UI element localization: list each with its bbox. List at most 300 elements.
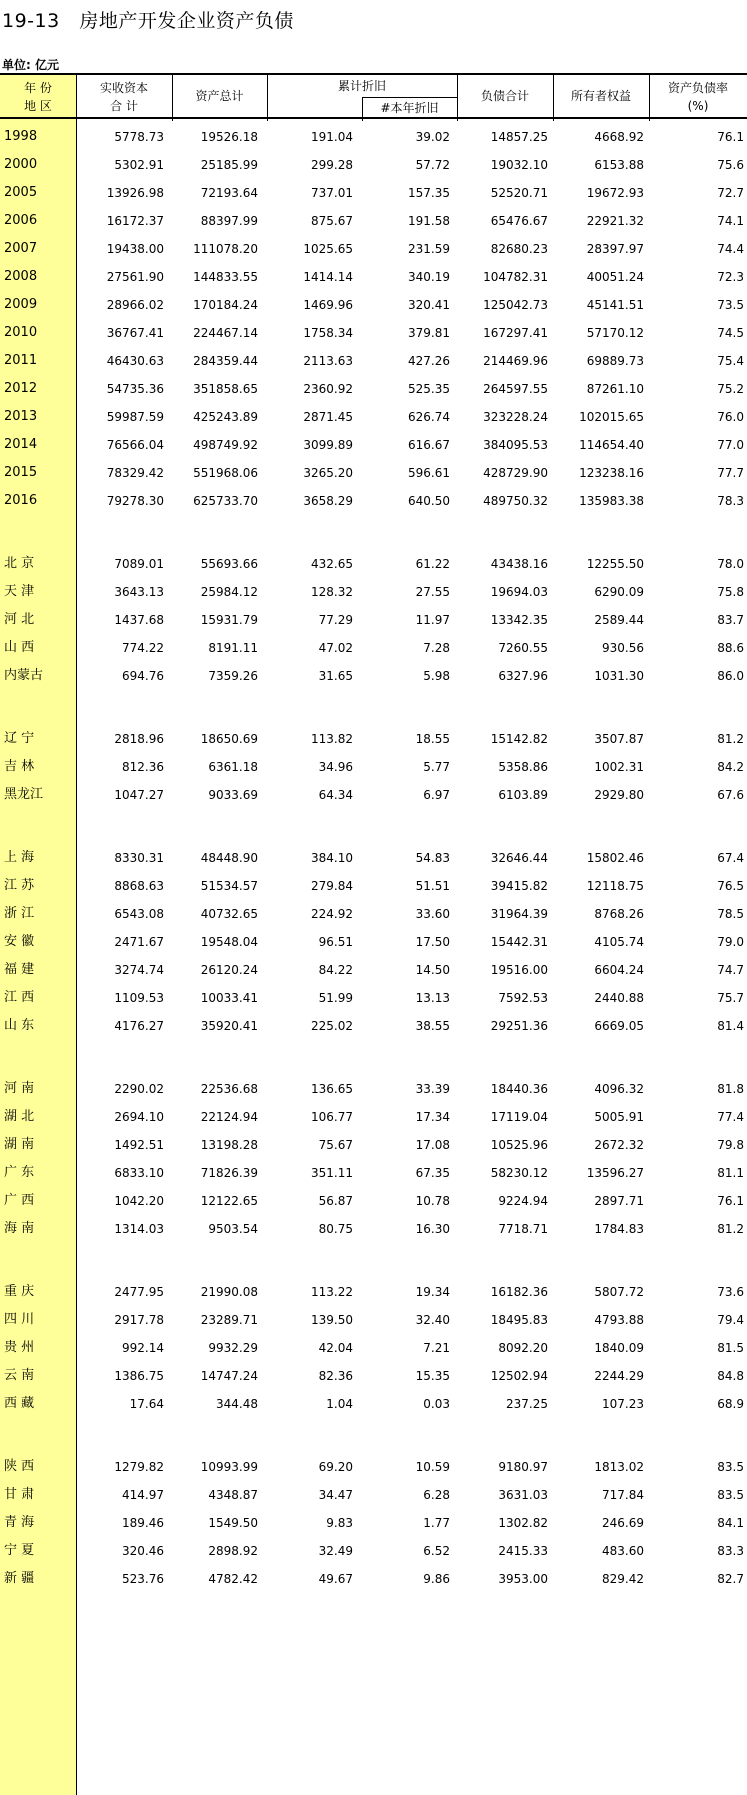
row-label: 1998 [4,129,38,144]
cell-value: 56.87 [318,1194,353,1208]
cell-value: 81.2 [717,1222,744,1236]
header-total-liabilities: 负债合计 [480,89,529,103]
cell-value: 29251.36 [490,1019,548,1033]
cell-value: 6543.08 [114,907,164,921]
cell-value: 43438.16 [490,557,548,571]
cell-value: 123238.16 [579,466,644,480]
cell-value: 237.25 [506,1397,548,1411]
cell-value: 57.72 [415,158,450,172]
cell-value: 32.49 [318,1544,353,1558]
cell-value: 284359.44 [193,354,258,368]
cell-value: 525.35 [408,382,450,396]
cell-value: 737.01 [311,186,353,200]
cell-value: 264597.55 [483,382,548,396]
table-row [0,660,747,692]
cell-value: 17.64 [129,1397,164,1411]
cell-value: 1437.68 [114,613,164,627]
cell-value: 76566.04 [106,438,164,452]
cell-value: 1025.65 [303,242,353,256]
cell-value: 77.7 [717,466,744,480]
cell-value: 5.98 [423,669,450,683]
row-label: 2015 [4,465,38,480]
cell-value: 14747.24 [200,1369,258,1383]
data-table [0,73,747,1795]
table-row [0,1388,747,1420]
table-row [0,1010,747,1042]
cell-value: 54.83 [415,851,450,865]
cell-value: 6153.88 [594,158,644,172]
cell-value: 13926.98 [106,186,164,200]
row-label: 四 川 [4,1312,35,1327]
cell-value: 2897.71 [594,1194,644,1208]
cell-value: 33.60 [415,907,450,921]
header-divider [649,75,650,121]
cell-value: 8768.26 [594,907,644,921]
cell-value: 84.1 [717,1516,744,1530]
cell-value: 38.55 [415,1019,450,1033]
cell-value: 107.23 [602,1397,644,1411]
cell-value: 225.02 [311,1019,353,1033]
cell-value: 8191.11 [208,641,258,655]
header-region: 年 份 地 区 [24,81,52,113]
cell-value: 224467.14 [193,326,258,340]
cell-value: 19526.18 [200,130,258,144]
cell-value: 39415.82 [490,879,548,893]
cell-value: 69889.73 [586,354,644,368]
cell-value: 104782.31 [483,270,548,284]
cell-value: 51534.57 [200,879,258,893]
cell-value: 10993.99 [200,1460,258,1474]
cell-value: 15931.79 [200,613,258,627]
cell-value: 82680.23 [490,242,548,256]
row-label: 安 徽 [4,934,35,949]
cell-value: 78.0 [717,557,744,571]
cell-value: 1031.30 [594,669,644,683]
cell-value: 1047.27 [114,788,164,802]
cell-value: 279.84 [311,879,353,893]
cell-value: 10525.96 [490,1138,548,1152]
cell-value: 114654.40 [579,438,644,452]
cell-value: 78329.42 [106,466,164,480]
cell-value: 32.40 [415,1313,450,1327]
row-label: 陕 西 [4,1459,35,1474]
cell-value: 28966.02 [106,298,164,312]
cell-value: 73.5 [717,298,744,312]
cell-value: 1109.53 [114,991,164,1005]
cell-value: 379.81 [408,326,450,340]
cell-value: 15.35 [415,1369,450,1383]
cell-value: 2694.10 [114,1110,164,1124]
row-label: 湖 北 [4,1109,35,1124]
cell-value: 40051.24 [586,270,644,284]
cell-value: 1302.82 [498,1516,548,1530]
cell-value: 6.28 [423,1488,450,1502]
row-label: 内蒙古 [4,668,44,683]
row-label: 江 苏 [4,878,35,893]
cell-value: 4105.74 [594,935,644,949]
header-paid-in-capital: 实收资本 合 计 [99,81,148,113]
cell-value: 4793.88 [594,1313,644,1327]
cell-value: 102015.65 [579,410,644,424]
cell-value: 2672.32 [594,1138,644,1152]
cell-value: 6103.89 [498,788,548,802]
cell-value: 2290.02 [114,1082,164,1096]
cell-value: 49.67 [318,1572,353,1586]
row-label: 上 海 [4,850,35,865]
cell-value: 77.29 [318,613,353,627]
cell-value: 76.1 [717,130,744,144]
cell-value: 4668.92 [594,130,644,144]
cell-value: 61.22 [415,557,450,571]
cell-value: 6.52 [423,1544,450,1558]
cell-value: 86.0 [717,669,744,683]
cell-value: 79.0 [717,935,744,949]
cell-value: 18495.83 [490,1313,548,1327]
cell-value: 6327.96 [498,669,548,683]
cell-value: 344.48 [216,1397,258,1411]
cell-value: 2898.92 [208,1544,258,1558]
cell-value: 128.32 [311,585,353,599]
cell-value: 82.36 [318,1369,353,1383]
cell-value: 2244.29 [594,1369,644,1383]
cell-value: 498749.92 [193,438,258,452]
cell-value: 40732.65 [200,907,258,921]
cell-value: 5.77 [423,760,450,774]
cell-value: 19032.10 [490,158,548,172]
row-label: 贵 州 [4,1340,35,1355]
row-label: 2007 [4,241,38,256]
cell-value: 351858.65 [193,382,258,396]
row-label: 青 海 [4,1515,35,1530]
cell-value: 2471.67 [114,935,164,949]
cell-value: 84.8 [717,1369,744,1383]
cell-value: 25185.99 [200,158,258,172]
cell-value: 69.20 [318,1460,353,1474]
cell-value: 8092.20 [498,1341,548,1355]
cell-value: 10033.41 [200,991,258,1005]
cell-value: 72193.64 [200,186,258,200]
header-divider [457,75,458,121]
cell-value: 81.2 [717,732,744,746]
cell-value: 170184.24 [193,298,258,312]
cell-value: 2818.96 [114,732,164,746]
cell-value: 42.04 [318,1341,353,1355]
cell-value: 640.50 [408,494,450,508]
cell-value: 489750.32 [483,494,548,508]
cell-value: 72.3 [717,270,744,284]
cell-value: 9.83 [326,1516,353,1530]
cell-value: 425243.89 [193,410,258,424]
row-label: 2013 [4,409,38,424]
cell-value: 17.34 [415,1110,450,1124]
cell-value: 19548.04 [200,935,258,949]
cell-value: 829.42 [602,1572,644,1586]
row-label: 新 疆 [4,1571,35,1586]
cell-value: 15802.46 [586,851,644,865]
header-owner-equity: 所有者权益 [570,89,631,103]
cell-value: 22921.32 [586,214,644,228]
cell-value: 83.5 [717,1488,744,1502]
cell-value: 82.7 [717,1572,744,1586]
cell-value: 83.3 [717,1544,744,1558]
cell-value: 2415.33 [498,1544,548,1558]
cell-value: 34.96 [318,760,353,774]
row-label: 2009 [4,297,38,312]
cell-value: 65476.67 [490,214,548,228]
cell-value: 191.58 [408,214,450,228]
cell-value: 16172.37 [106,214,164,228]
cell-value: 144833.55 [193,270,258,284]
cell-value: 2440.88 [594,991,644,1005]
cell-value: 139.50 [311,1313,353,1327]
cell-value: 626.74 [408,410,450,424]
cell-value: 1002.31 [594,760,644,774]
cell-value: 812.36 [122,760,164,774]
cell-value: 12118.75 [586,879,644,893]
cell-value: 774.22 [122,641,164,655]
cell-value: 384095.53 [483,438,548,452]
cell-value: 1840.09 [594,1341,644,1355]
header-divider [172,75,173,121]
cell-value: 6290.09 [594,585,644,599]
row-label: 福 建 [4,962,35,977]
cell-value: 18650.69 [200,732,258,746]
cell-value: 11.97 [415,613,450,627]
cell-value: 48448.90 [200,851,258,865]
cell-value: 3643.13 [114,585,164,599]
cell-value: 19694.03 [490,585,548,599]
cell-value: 6361.18 [208,760,258,774]
cell-value: 88397.99 [200,214,258,228]
cell-value: 58230.12 [490,1166,548,1180]
cell-value: 191.04 [311,130,353,144]
row-label: 2016 [4,493,38,508]
cell-value: 351.11 [311,1166,353,1180]
row-label: 浙 江 [4,906,35,921]
cell-value: 28397.97 [586,242,644,256]
cell-value: 84.2 [717,760,744,774]
cell-value: 31.65 [318,669,353,683]
cell-value: 31964.39 [490,907,548,921]
cell-value: 21990.08 [200,1285,258,1299]
cell-value: 75.4 [717,354,744,368]
cell-value: 125042.73 [483,298,548,312]
cell-value: 74.1 [717,214,744,228]
cell-value: 51.51 [415,879,450,893]
cell-value: 4782.42 [208,1572,258,1586]
cell-value: 74.7 [717,963,744,977]
cell-value: 616.67 [408,438,450,452]
cell-value: 76.5 [717,879,744,893]
header-total-assets: 资产总计 [195,89,244,103]
cell-value: 3265.20 [303,466,353,480]
table-row [0,1563,747,1595]
cell-value: 2113.63 [303,354,353,368]
row-label: 海 南 [4,1221,35,1236]
cell-value: 12502.94 [490,1369,548,1383]
header-divider [267,75,268,121]
cell-value: 7.21 [423,1341,450,1355]
cell-value: 79278.30 [106,494,164,508]
cell-value: 113.22 [311,1285,353,1299]
cell-value: 64.34 [318,788,353,802]
cell-value: 83.5 [717,1460,744,1474]
row-label: 2006 [4,213,38,228]
cell-value: 7718.71 [498,1222,548,1236]
cell-value: 1758.34 [303,326,353,340]
cell-value: 79.8 [717,1138,744,1152]
row-label: 辽 宁 [4,731,35,746]
cell-value: 5358.86 [498,760,548,774]
cell-value: 384.10 [311,851,353,865]
row-label: 西 藏 [4,1396,35,1411]
row-label: 2012 [4,381,38,396]
cell-value: 9503.54 [208,1222,258,1236]
cell-value: 10.59 [415,1460,450,1474]
cell-value: 75.67 [318,1138,353,1152]
cell-value: 17.08 [415,1138,450,1152]
cell-value: 96.51 [318,935,353,949]
row-label: 甘 肃 [4,1487,35,1502]
cell-value: 22536.68 [200,1082,258,1096]
row-label: 2005 [4,185,38,200]
cell-value: 26120.24 [200,963,258,977]
row-label: 2011 [4,353,38,368]
row-label: 河 南 [4,1081,35,1096]
cell-value: 2477.95 [114,1285,164,1299]
cell-value: 52520.71 [490,186,548,200]
cell-value: 47.02 [318,641,353,655]
cell-value: 2871.45 [303,410,353,424]
cell-value: 15442.31 [490,935,548,949]
cell-value: 9180.97 [498,1460,548,1474]
cell-value: 551968.06 [193,466,258,480]
cell-value: 19438.00 [106,242,164,256]
cell-value: 9224.94 [498,1194,548,1208]
cell-value: 1279.82 [114,1460,164,1474]
cell-value: 32646.44 [490,851,548,865]
cell-value: 36767.41 [106,326,164,340]
cell-value: 74.4 [717,242,744,256]
cell-value: 135983.38 [579,494,644,508]
cell-value: 18440.36 [490,1082,548,1096]
cell-value: 7359.26 [208,669,258,683]
cell-value: 596.61 [408,466,450,480]
cell-value: 5807.72 [594,1285,644,1299]
cell-value: 427.26 [408,354,450,368]
cell-value: 5005.91 [594,1110,644,1124]
cell-value: 75.8 [717,585,744,599]
cell-value: 1386.75 [114,1369,164,1383]
cell-value: 1.77 [423,1516,450,1530]
cell-value: 8868.63 [114,879,164,893]
cell-value: 13.13 [415,991,450,1005]
cell-value: 75.2 [717,382,744,396]
cell-value: 33.39 [415,1082,450,1096]
cell-value: 79.4 [717,1313,744,1327]
cell-value: 2360.92 [303,382,353,396]
cell-value: 694.76 [122,669,164,683]
cell-value: 27.55 [415,585,450,599]
cell-value: 167297.41 [483,326,548,340]
cell-value: 84.22 [318,963,353,977]
cell-value: 9.86 [423,1572,450,1586]
cell-value: 299.28 [311,158,353,172]
row-label: 2014 [4,437,38,452]
cell-value: 13342.35 [490,613,548,627]
cell-value: 17119.04 [490,1110,548,1124]
cell-value: 72.7 [717,186,744,200]
header-current-depreciation: #本年折旧 [380,101,439,115]
cell-value: 1314.03 [114,1222,164,1236]
cell-value: 224.92 [311,907,353,921]
row-label: 2008 [4,269,38,284]
cell-value: 35920.41 [200,1019,258,1033]
row-label: 河 北 [4,612,35,627]
cell-value: 483.60 [602,1544,644,1558]
cell-value: 3658.29 [303,494,353,508]
cell-value: 323228.24 [483,410,548,424]
cell-value: 19516.00 [490,963,548,977]
cell-value: 5778.73 [114,130,164,144]
cell-value: 71826.39 [200,1166,258,1180]
cell-value: 19.34 [415,1285,450,1299]
cell-value: 59987.59 [106,410,164,424]
row-label: 江 西 [4,990,35,1005]
cell-value: 67.6 [717,788,744,802]
cell-value: 320.46 [122,1544,164,1558]
cell-value: 2917.78 [114,1313,164,1327]
cell-value: 4176.27 [114,1019,164,1033]
cell-value: 992.14 [122,1341,164,1355]
cell-value: 0.03 [423,1397,450,1411]
cell-value: 81.4 [717,1019,744,1033]
cell-value: 930.56 [602,641,644,655]
table-row [0,779,747,811]
cell-value: 717.84 [602,1488,644,1502]
cell-value: 113.82 [311,732,353,746]
cell-value: 16182.36 [490,1285,548,1299]
cell-value: 45141.51 [586,298,644,312]
cell-value: 55693.66 [200,557,258,571]
cell-value: 1784.83 [594,1222,644,1236]
cell-value: 246.69 [602,1516,644,1530]
cell-value: 68.9 [717,1397,744,1411]
row-label: 重 庆 [4,1284,35,1299]
cell-value: 7260.55 [498,641,548,655]
row-label: 吉 林 [4,759,35,774]
cell-value: 414.97 [122,1488,164,1502]
row-label: 山 东 [4,1018,35,1033]
cell-value: 231.59 [408,242,450,256]
cell-value: 875.67 [311,214,353,228]
header-accumulated-depreciation: 累计折旧 [337,79,386,93]
cell-value: 1549.50 [208,1516,258,1530]
row-label: 天 津 [4,584,35,599]
row-label: 2000 [4,157,38,172]
cell-value: 2929.80 [594,788,644,802]
header-divider [362,97,363,121]
cell-value: 51.99 [318,991,353,1005]
cell-value: 22124.94 [200,1110,258,1124]
cell-value: 16.30 [415,1222,450,1236]
cell-value: 625733.70 [193,494,258,508]
cell-value: 77.0 [717,438,744,452]
cell-value: 1.04 [326,1397,353,1411]
cell-value: 1042.20 [114,1194,164,1208]
cell-value: 76.0 [717,410,744,424]
cell-value: 14.50 [415,963,450,977]
